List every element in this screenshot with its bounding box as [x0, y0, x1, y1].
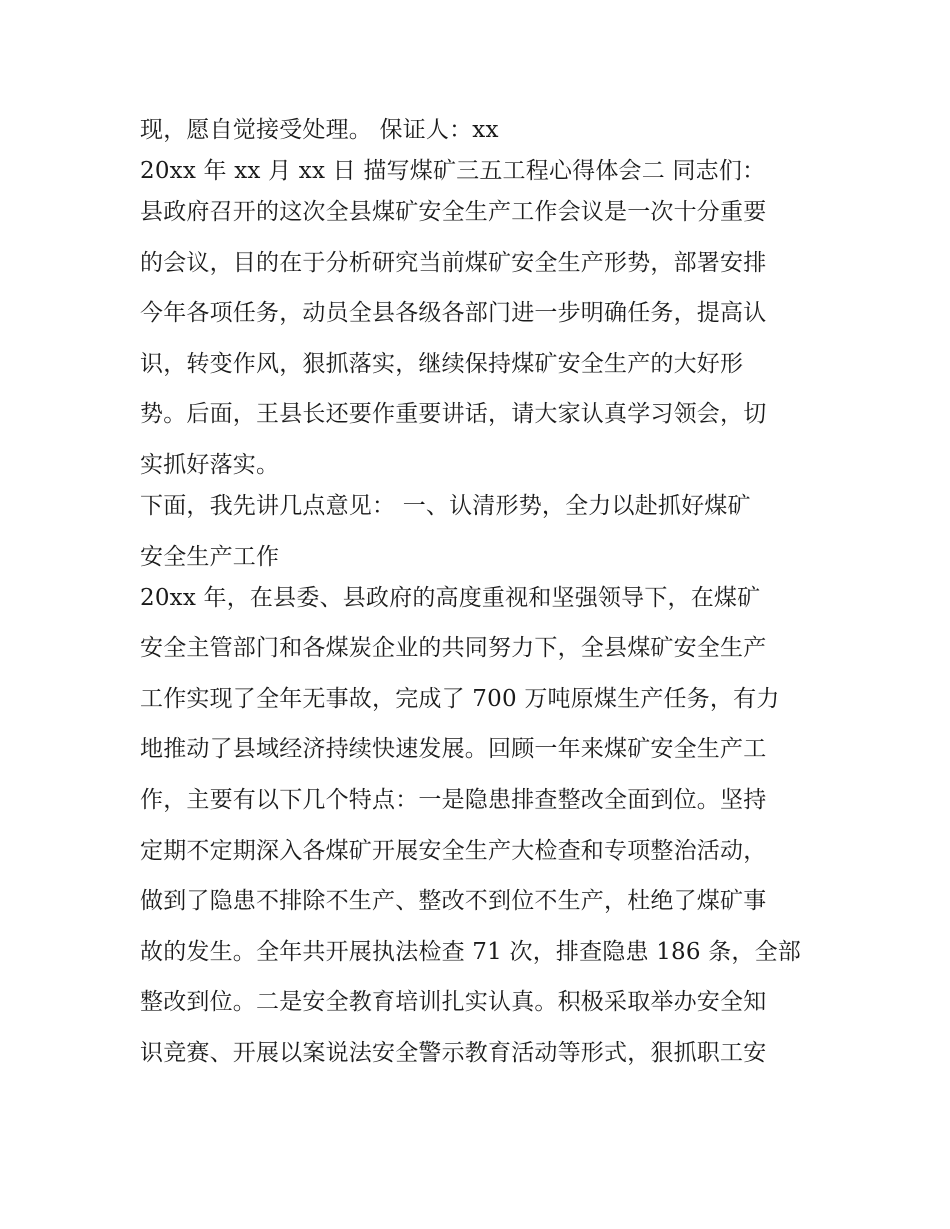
- text-line: 今年各项任务，动员全县各级各部门进一步明确任务，提高认: [140, 300, 767, 327]
- text-line: 实抓好落实。: [140, 451, 280, 478]
- text-line: 现，愿自觉接受处理。 保证人：xx: [140, 117, 499, 143]
- text-line: 定期不定期深入各煤矿开展安全生产大检查和专项整治活动，: [140, 837, 767, 864]
- text-line: 县政府召开的这次全县煤矿安全生产工作会议是一次十分重要: [140, 199, 767, 225]
- text-line: 整改到位。二是安全教育培训扎实认真。积极采取举办安全知: [140, 989, 767, 1016]
- text-line: 故的发生。全年共开展执法检查 71 次，排查隐患 186 条，全部: [140, 938, 802, 965]
- text-line: 安全生产工作: [140, 543, 280, 570]
- text-line: 作，主要有以下几个特点：一是隐患排查整改全面到位。坚持: [140, 786, 767, 813]
- text-line: 势。后面，王县长还要作重要讲话，请大家认真学习领会，切: [140, 401, 767, 428]
- text-line: 识竞赛、开展以案说法安全警示教育活动等形式，狠抓职工安: [140, 1039, 767, 1066]
- text-line: 地推动了县域经济持续快速发展。回顾一年来煤矿安全生产工: [140, 736, 767, 763]
- text-line: 工作实现了全年无事故，完成了 700 万吨原煤生产任务，有力: [140, 685, 780, 712]
- text-line: 做到了隐患不排除不生产、整改不到位不生产，杜绝了煤矿事: [140, 888, 767, 915]
- text-line: 的会议，目的在于分析研究当前煤矿安全生产形势，部署安排: [140, 249, 767, 276]
- document-body: [140, 112, 815, 1086]
- text-line: 识，转变作风，狠抓落实，继续保持煤矿安全生产的大好形: [140, 350, 744, 377]
- text-line: 20xx 年 xx 月 xx 日 描写煤矿三五工程心得体会二 同志们：: [140, 158, 766, 184]
- text-line: 下面，我先讲几点意见： 一、认清形势，全力以赴抓好煤矿: [140, 492, 751, 519]
- text-line: 20xx 年，在县委、县政府的高度重视和坚强领导下，在煤矿: [140, 584, 761, 611]
- text-line: 安全主管部门和各煤炭企业的共同努力下，全县煤矿安全生产: [140, 635, 767, 662]
